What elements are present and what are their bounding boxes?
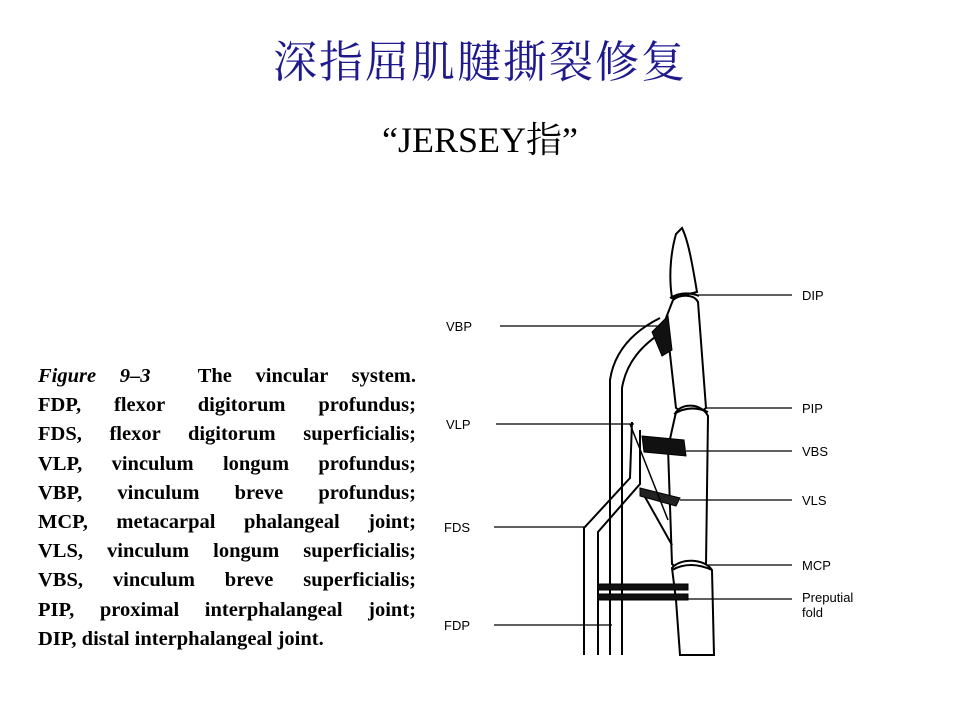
vbp-band xyxy=(652,316,672,356)
label-fold: fold xyxy=(802,605,823,620)
caption-line-pip: PIP, proximal interphalangeal joint; xyxy=(38,598,416,621)
label-vls: VLS xyxy=(802,493,827,508)
caption-line-vbp: VBP, vinculum breve profundus; xyxy=(38,481,416,504)
caption-heading xyxy=(38,362,416,391)
fds-tendon-left xyxy=(584,422,632,655)
fdp-tendon-outer xyxy=(610,318,660,655)
figure-caption xyxy=(38,362,416,654)
caption-line-vls: VLS, vinculum longum superficialis; xyxy=(38,540,416,563)
caption-line-dip: DIP, distal interphalangeal joint. xyxy=(38,627,324,650)
middle-phalanx xyxy=(666,296,706,413)
figure-label: Figure 9–3 xyxy=(38,365,151,387)
left-leader-lines xyxy=(494,326,660,625)
caption-line-vlp: VLP, vinculum longum profundus; xyxy=(38,452,416,475)
caption-line-vbs: VBS, vinculum breve superficialis; xyxy=(38,569,416,592)
label-pip: PIP xyxy=(802,401,823,416)
caption-line-mcp: MCP, metacarpal phalangeal joint; xyxy=(38,511,416,534)
label-preputial: Preputial xyxy=(802,590,854,605)
caption-line-fdp: FDP, flexor digitorum profundus; xyxy=(38,394,416,417)
finger-tendon-diagram xyxy=(420,222,890,672)
label-fdp: FDP xyxy=(444,618,470,633)
slide-subtitle: “JERSEY指” xyxy=(382,120,578,160)
label-mcp: MCP xyxy=(802,558,831,573)
proximal-phalanx xyxy=(668,406,708,571)
metacarpal-head xyxy=(672,561,714,655)
label-dip: DIP xyxy=(802,288,824,303)
preputial-band-top xyxy=(598,584,688,590)
flexor-tendons xyxy=(584,318,672,655)
vincular-system-illustration xyxy=(420,222,890,672)
preputial-band-bottom xyxy=(598,594,688,600)
label-vbs: VBS xyxy=(802,444,829,459)
label-vlp: VLP xyxy=(446,417,471,432)
distal-phalanx xyxy=(670,228,697,298)
label-vbp: VBP xyxy=(446,319,473,334)
label-fds: FDS xyxy=(444,520,470,535)
slide-title: 深指屈肌腱撕裂修复 xyxy=(273,37,687,88)
fds-tendon-right xyxy=(598,430,640,655)
figure-title: The vincular system. xyxy=(197,365,416,387)
caption-line-fds: FDS, flexor digitorum superficialis; xyxy=(38,423,416,446)
